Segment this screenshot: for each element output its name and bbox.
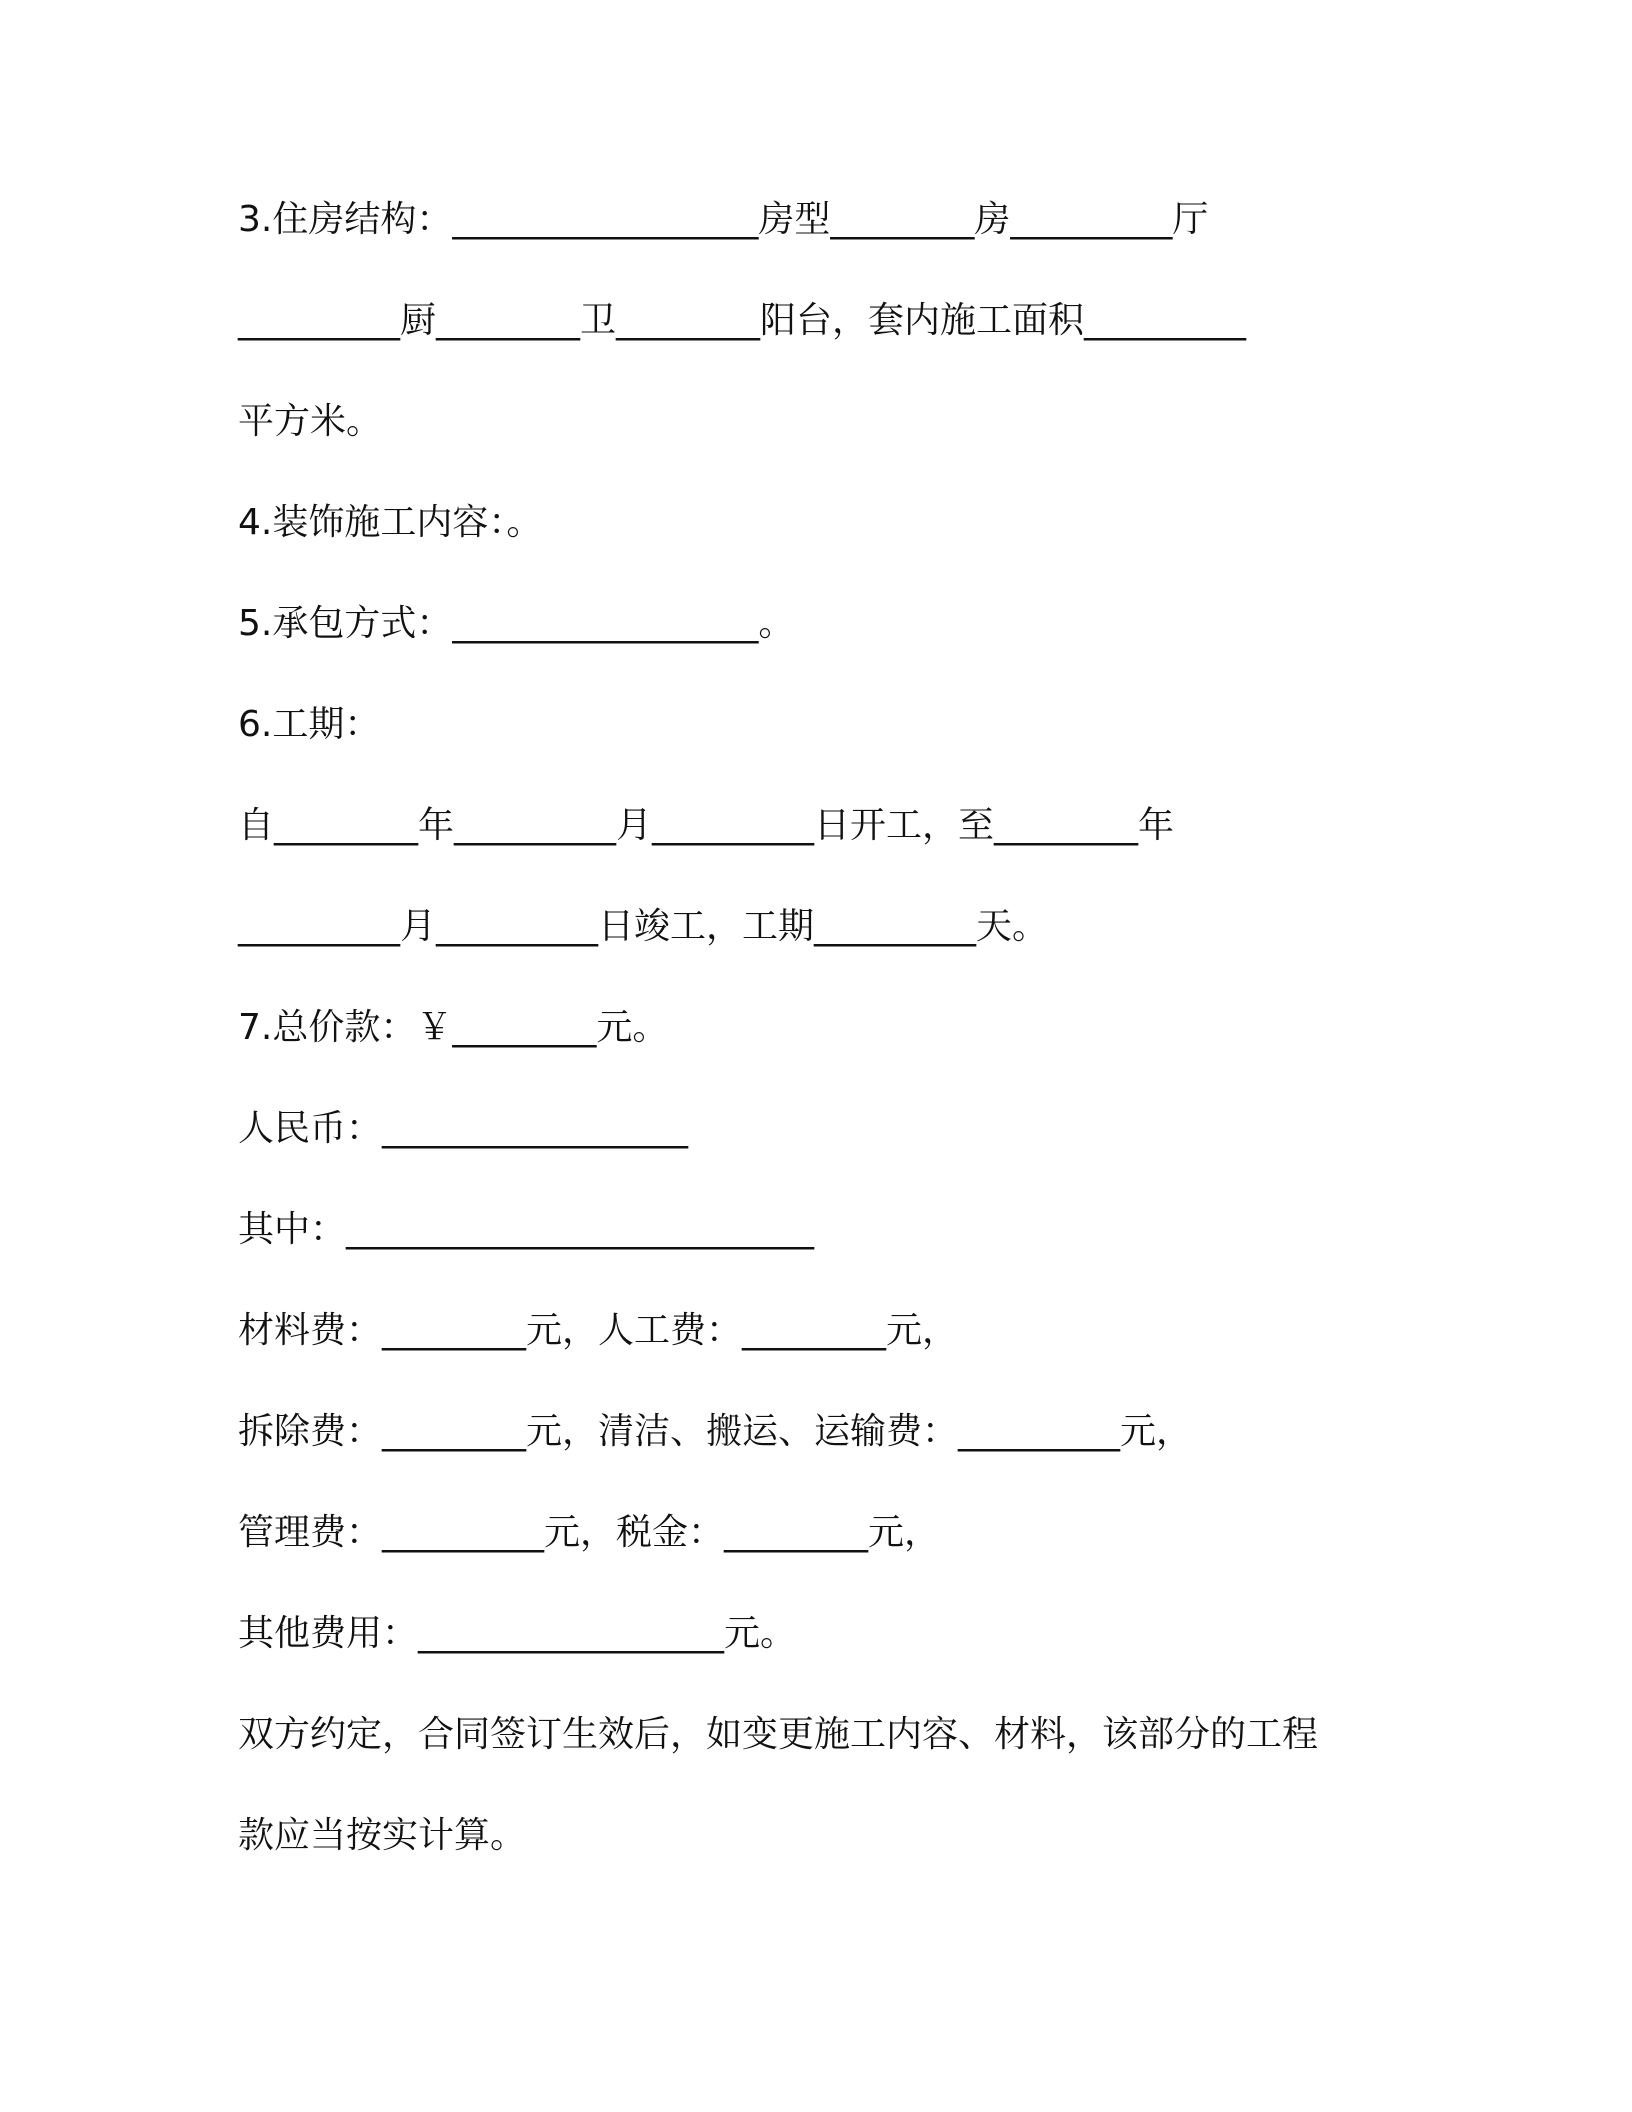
material-labor-fee-line: 材料费：________元，人工费：________元， [238,1310,959,1351]
start-date-line: 自________年_________月_________日开工，至________年 [238,805,1175,846]
rmb-amount-line: 人民币：_________________ [238,1108,689,1149]
agreement-line-continued: 款应当按实计算。 [238,1815,527,1856]
area-unit-line: 平方米。 [238,401,383,442]
total-price-line: 7.总价款：￥________元。 [238,1007,669,1048]
contract-text [238,187,1418,1869]
construction-period-heading: 6.工期： [238,704,381,745]
housing-rooms-line: _________厨________卫________阳台，套内施工面积_________ [238,300,1247,341]
construction-content-line: 4.装饰施工内容：。 [238,502,543,543]
breakdown-line: 其中：__________________________ [238,1209,815,1250]
end-date-line: _________月_________日竣工，工期_________天。 [238,906,1049,947]
demolition-transport-fee-line: 拆除费：________元，清洁、搬运、运输费：_________元， [238,1411,1193,1452]
agreement-line: 双方约定，合同签订生效后，如变更施工内容、材料，该部分的工程 [238,1714,1319,1755]
management-tax-fee-line: 管理费：_________元，税金：________元， [238,1512,941,1553]
other-fee-line: 其他费用：_________________元。 [238,1613,797,1654]
contract-method-line: 5.承包方式：_________________。 [238,603,795,644]
housing-structure-line: 3.住房结构：_________________房型________房_________厅 [238,199,1209,240]
